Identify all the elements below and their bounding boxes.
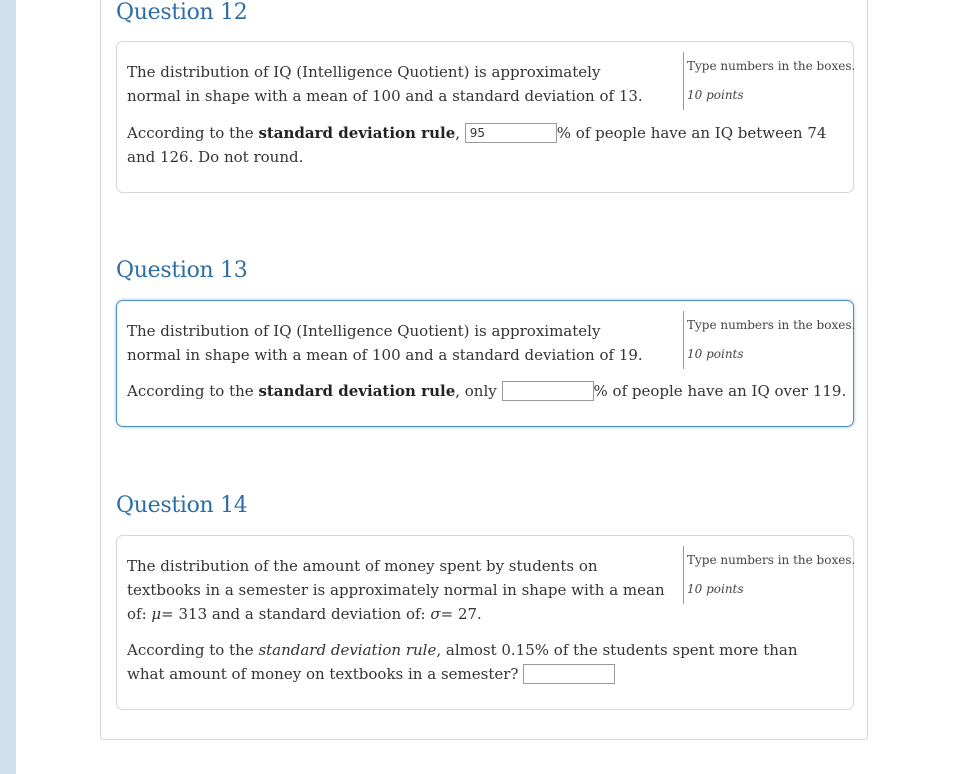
- question-14-title: Question 14: [116, 493, 248, 518]
- question-14-sidebar: [683, 546, 857, 604]
- question-12-prompt-mid: ,: [455, 124, 465, 142]
- question-12-prompt-bold: standard deviation rule: [258, 124, 456, 142]
- question-13-points: 10 points: [687, 347, 744, 361]
- question-12-instructions: Type numbers in the boxes.: [687, 59, 856, 73]
- question-14-answer-input[interactable]: [523, 664, 615, 684]
- question-14-stem-a: The distribution of the amount of money spent by students on textbooks in a semester is approximately normal in shape with a mean of:: [127, 557, 665, 623]
- question-12-answer-input[interactable]: 95: [465, 123, 557, 143]
- question-13-card: [116, 300, 854, 427]
- question-12-stem: The distribution of IQ (Intelligence Quotient) is approximately normal in shape with a mean of 100 and a standard deviation of 13.: [127, 63, 643, 105]
- question-13-stem: The distribution of IQ (Intelligence Quotient) is approximately normal in shape with a mean of 100 and a standard deviation of 19.: [127, 322, 643, 364]
- question-14-prompt: [127, 638, 807, 686]
- question-14-points: 10 points: [687, 582, 744, 596]
- question-14-stem-b: = 313 and a standard deviation of:: [161, 605, 431, 623]
- mu-symbol: μ: [151, 605, 162, 623]
- question-13-instructions: Type numbers in the boxes.: [687, 318, 856, 332]
- question-14-prompt-pre: According to the: [127, 641, 259, 659]
- question-12-sidebar: [683, 52, 857, 110]
- question-12-points: 10 points: [687, 88, 744, 102]
- question-14-stem: [127, 554, 672, 626]
- question-13-prompt-bold: standard deviation rule: [258, 382, 456, 400]
- question-12-prompt-pre: According to the: [127, 124, 259, 142]
- question-13-prompt: [127, 379, 847, 403]
- question-12-prompt-post: % of people have an IQ between 74 and 126. Do not round.: [127, 124, 827, 166]
- question-13-prompt-mid: , only: [455, 382, 502, 400]
- question-14-prompt-italic: standard deviation rule: [258, 641, 437, 659]
- question-14-instructions: Type numbers in the boxes.: [687, 553, 856, 567]
- question-13-sidebar: [683, 311, 857, 369]
- question-14-prompt-post: , almost 0.15% of the students spent more than what amount of money on textbooks in a semester?: [127, 641, 798, 683]
- question-13-answer-input[interactable]: [502, 381, 594, 401]
- question-13-prompt-post: % of people have an IQ over 119.: [593, 382, 847, 400]
- question-14-stem-c: = 27.: [440, 605, 482, 623]
- sigma-symbol: σ: [430, 605, 441, 623]
- question-12-card: [116, 41, 854, 193]
- left-sidebar-strip: [0, 0, 16, 774]
- question-13-prompt-pre: According to the: [127, 382, 259, 400]
- question-12-prompt: [127, 121, 837, 169]
- question-14-card: [116, 535, 854, 710]
- question-12-title: Question 12: [116, 0, 248, 25]
- question-13-title: Question 13: [116, 258, 248, 283]
